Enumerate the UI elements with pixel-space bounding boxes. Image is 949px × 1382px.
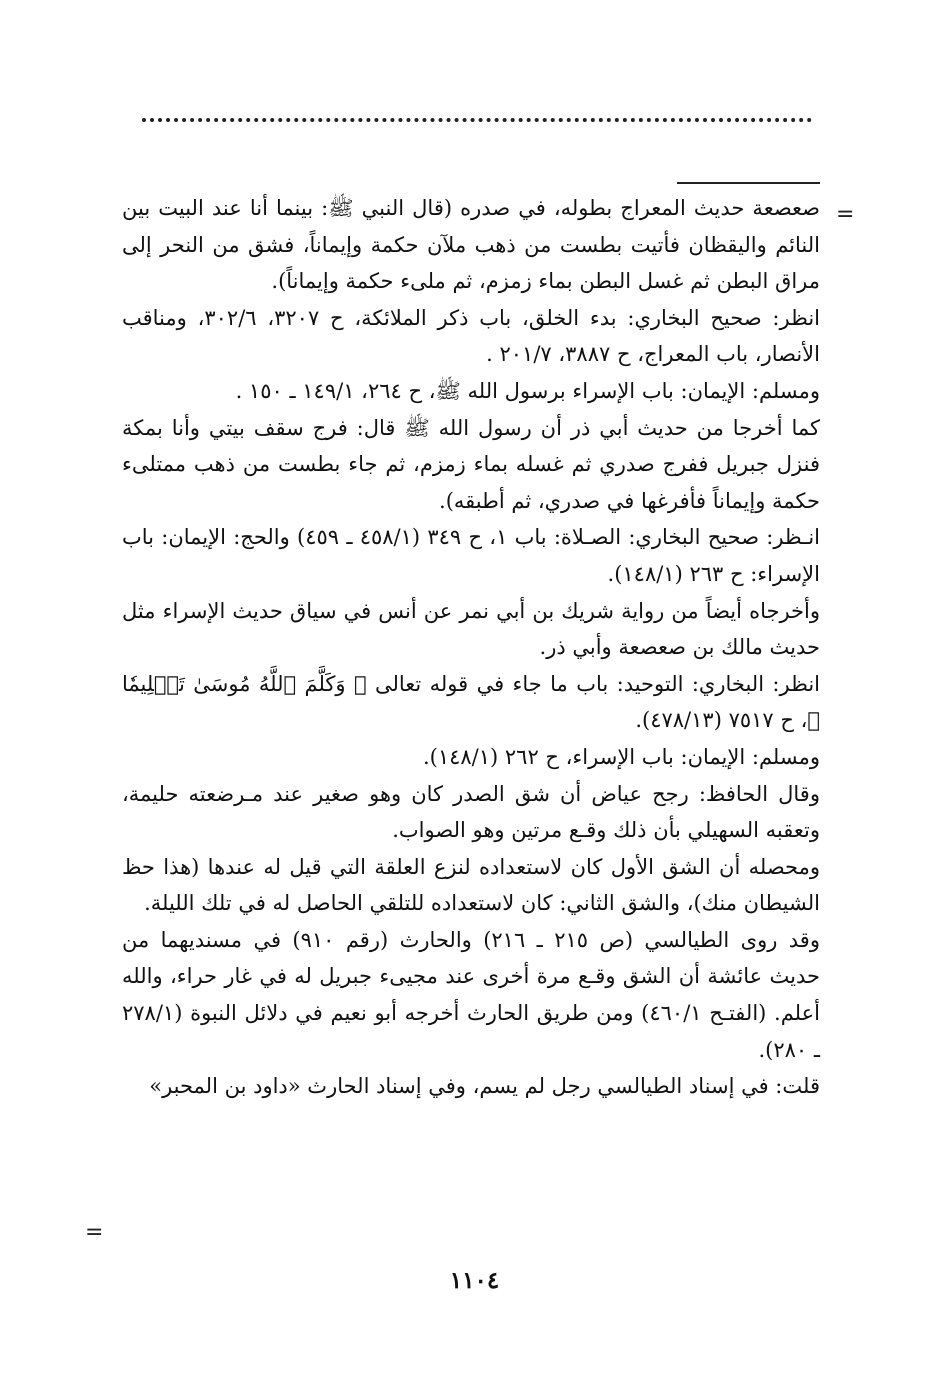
- footnote-paragraph-12: قلت: في إسناد الطيالسي رجل لم يسم، وفي إسناد الحارث «داود بن المحبر»: [149, 1074, 820, 1099]
- footnote-paragraph-2: انظر: صحيح البخاري: بدء الخلق، باب ذكر الملائكة، ح ٣٢٠٧، ٣٠٢/٦، ومناقب الأنصار، باب المعراج، ح ٣٨٨٧، ٢٠١/٧ .: [122, 305, 820, 367]
- footnote-paragraph-10: ومحصله أن الشق الأول كان لاستعداده لنزع العلقة التي قيل له عندها (هذا حظ الشيطان منك)، والشق الثاني: كان لاستعداده للتلقي الحاصل له في تلك الليلة.: [122, 854, 820, 916]
- dotted-separator: [142, 118, 812, 122]
- continuation-mark-top: =: [836, 202, 855, 227]
- footnote-paragraph-9: وقال الحافظ: رجح عياض أن شق الصدر كان وهو صغير عند مـرضعته حليمة، وتعقبه السهيلي بأن ذلك وقـع مرتين وهو الصواب.: [122, 781, 820, 843]
- footnote-paragraph-1: صعصعة حديث المعراج بطوله، في صدره (قال النبي ﷺ: بينما أنا عند البيت بين النائم واليقظان فأتيت بطست من ذهب ملآن حكمة وإيماناً، فشق من النحر إلى مراق البطن ثم غسل البطن بماء زمزم، ثم ملىء حكمة وإيماناً).: [122, 196, 820, 294]
- footnote-paragraph-8: ومسلم: الإيمان: باب الإسراء، ح ٢٦٢ (١٤٨/١).: [422, 744, 820, 769]
- footnote-paragraph-4: كما أخرجا من حديث أبي ذر أن رسول الله ﷺ قال: فرج سقف بيتي وأنا بمكة فنزل جبريل ففرج صدري ثم غسله بماء زمزم، ثم جاء بطست من ذهب ممتلىء حكمة وإيماناً فأفرغها في صدري، ثم أطبقه).: [122, 415, 820, 513]
- page-number: ١١٠٤: [449, 1267, 500, 1294]
- footnote-paragraph-5: انـظر: صحيح البخاري: الصـلاة: باب ١، ح ٣٤٩ (٤٥٨/١ ـ ٤٥٩) والحج: الإيمان: باب الإسراء: ح ٢٦٣ (١٤٨/١).: [122, 525, 820, 586]
- footnote-text: [122, 190, 820, 1105]
- footnote-paragraph-7: انظر: البخاري: التوحيد: باب ما جاء في قوله تعالى ﴿ وَكَلَّمَ ٱللَّهُ مُوسَىٰ تَكۡلِيمٗا ﴾، ح ٧٥١٧ (٤٧٨/١٣).: [122, 671, 820, 733]
- continuation-mark-bottom: =: [85, 1220, 104, 1245]
- footnote-paragraph-6: وأخرجاه أيضاً من رواية شريك بن أبي نمر عن أنس في سياق حديث الإسراء مثل حديث مالك بن صعصعة وأبي ذر.: [122, 598, 820, 660]
- footnote-paragraph-11: وقد روى الطيالسي (ص ٢١٥ ـ ٢١٦) والحارث (رقم ٩١٠) في مسنديهما من حديث عائشة أن الشق وقـع مرة أخرى عند مجيىء جبريل له في غار حراء، والله أعلم. (الفتـح ٤٦٠/١) ومن طريق الحارث أخرجه أبو نعيم في دلائل النبوة (٢٧٨/١ ـ ٢٨٠).: [122, 927, 821, 1062]
- footnote-paragraph-3: ومسلم: الإيمان: باب الإسراء برسول الله ﷺ، ح ٢٦٤، ١٤٩/١ ـ ١٥٠ .: [235, 378, 820, 403]
- footnote-rule: [677, 182, 820, 184]
